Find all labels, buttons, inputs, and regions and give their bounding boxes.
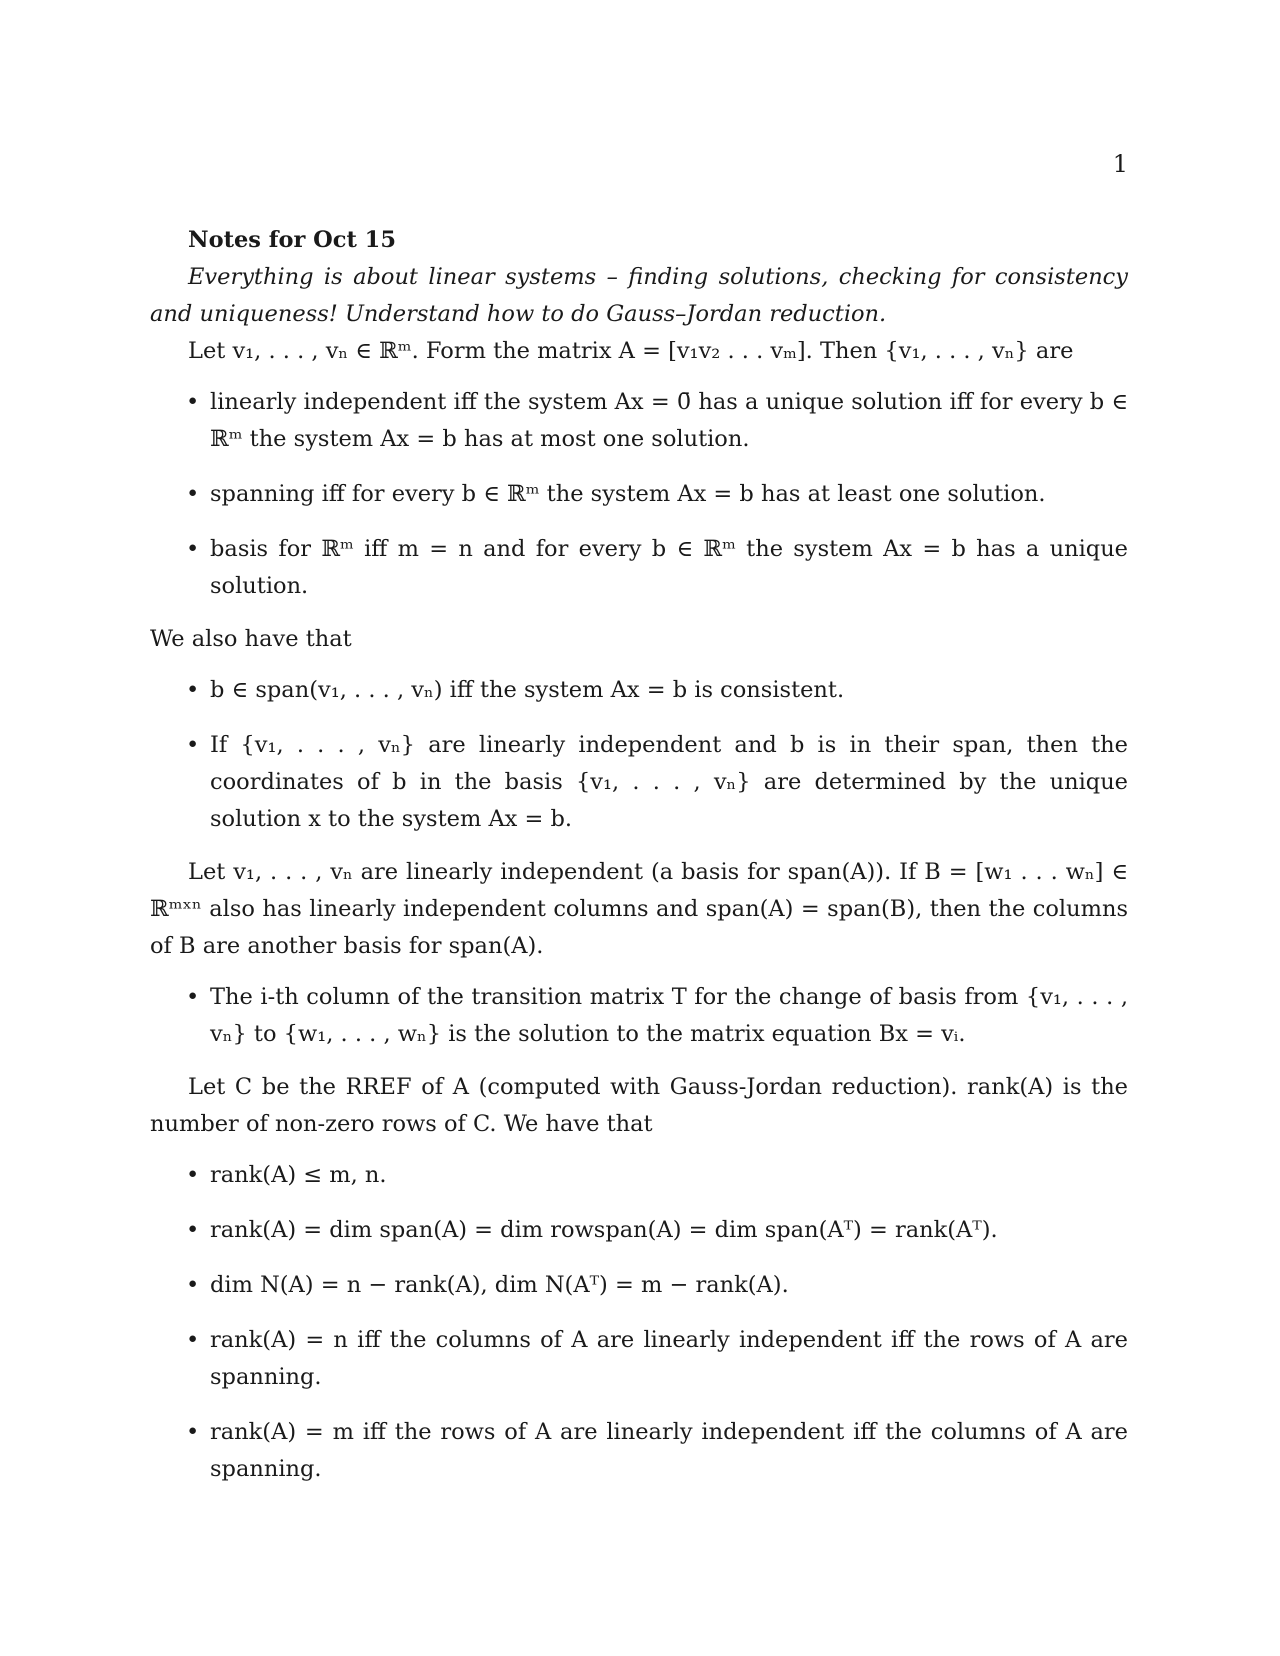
rank-list [150, 1157, 1128, 1488]
bullet-icon: • [186, 984, 200, 1010]
paragraph-basis: Let v₁, . . . , vₙ are linearly independent (a basis for span(A)). If B = [w₁ . . . wₙ] ∈ ℝᵐˣⁿ also has linearly independent columns and span(A) = span(B), then the columns of B are another basis for span(A). [150, 859, 1128, 959]
bullet-icon: • [186, 536, 200, 562]
paragraph-also: We also have that [150, 626, 352, 652]
list-item: • If {v₁, . . . , vₙ} are linearly independent and b is in their span, then the coordinates of b in the basis {v₁, . . . , vₙ} are determined by the unique solution x to the system Ax = b. [210, 727, 1128, 838]
bullet-icon: • [186, 677, 200, 703]
bullet-icon: • [186, 389, 200, 415]
span-list [150, 672, 1128, 838]
paragraph-vectors: Let v₁, . . . , vₙ ∈ ℝᵐ. Form the matrix A = [v₁v₂ . . . vₘ]. Then {v₁, . . . , vₙ} are [188, 338, 1074, 364]
bullet-icon: • [186, 732, 200, 758]
list-item: • rank(A) = dim span(A) = dim rowspan(A) = dim span(Aᵀ) = rank(Aᵀ). [210, 1212, 1128, 1249]
bullet-icon: • [186, 1419, 200, 1445]
bullet-icon: • [186, 481, 200, 507]
bullet-icon: • [186, 1162, 200, 1188]
properties-list [150, 384, 1128, 605]
list-item: • rank(A) = m iff the rows of A are linearly independent iff the columns of A are spanning. [210, 1414, 1128, 1488]
intro-paragraph: Everything is about linear systems – finding solutions, checking for consistency and uniqueness! Understand how to do Gauss–Jordan reduction. [150, 264, 1128, 327]
notes-title: Notes for Oct 15 [188, 227, 396, 253]
list-item: • b ∈ span(v₁, . . . , vₙ) iff the system Ax = b is consistent. [210, 672, 1128, 709]
list-item: • dim N(A) = n − rank(A), dim N(Aᵀ) = m − rank(A). [210, 1267, 1128, 1304]
page-number: 1 [1112, 150, 1128, 178]
paragraph-rref: Let C be the RREF of A (computed with Gauss-Jordan reduction). rank(A) is the number of non-zero rows of C. We have that [150, 1074, 1128, 1137]
list-item: • linearly independent iff the system Ax = 0̄ has a unique solution iff for every b ∈ ℝᵐ the system Ax = b has at most one solution. [210, 384, 1128, 458]
bullet-icon: • [186, 1272, 200, 1298]
bullet-icon: • [186, 1217, 200, 1243]
notes-content [150, 222, 1128, 1504]
list-item: • spanning iff for every b ∈ ℝᵐ the system Ax = b has at least one solution. [210, 476, 1128, 513]
list-item: • rank(A) ≤ m, n. [210, 1157, 1128, 1194]
transition-list [150, 979, 1128, 1053]
list-item: • The i-th column of the transition matrix T for the change of basis from {v₁, . . . , vₙ} to {w₁, . . . , wₙ} is the solution to the matrix equation Bx = vᵢ. [210, 979, 1128, 1053]
list-item: • rank(A) = n iff the columns of A are linearly independent iff the rows of A are spanning. [210, 1322, 1128, 1396]
list-item: • basis for ℝᵐ iff m = n and for every b ∈ ℝᵐ the system Ax = b has a unique solution. [210, 531, 1128, 605]
bullet-icon: • [186, 1327, 200, 1353]
